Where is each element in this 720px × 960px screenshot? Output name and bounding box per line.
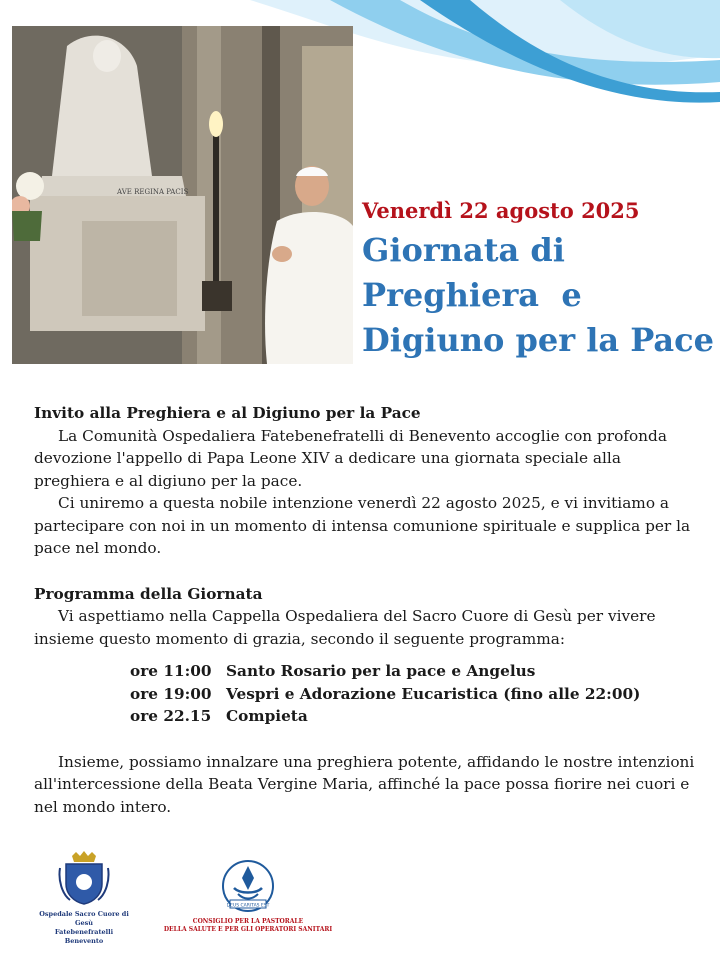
program-event: Compieta bbox=[226, 707, 308, 725]
council-name-line1: CONSIGLIO PER LA PASTORALE bbox=[192, 918, 304, 925]
program-time: ore 11:00 bbox=[130, 662, 212, 680]
title-line: Digiuno per la Pace bbox=[362, 321, 714, 359]
program-event: Santo Rosario per la pace e Angelus bbox=[226, 662, 536, 680]
event-date: Venerdì 22 agosto 2025 bbox=[362, 198, 640, 223]
title-line: Preghiera e bbox=[362, 276, 582, 314]
invito-paragraph: La Comunità Ospedaliera Fatebenefratelli di Benevento accoglie con profonda devozione l'appello di Papa Leone XIV a dedicare una giornata speciale alla preghiera e al digiuno per la pace. bbox=[34, 426, 667, 490]
page-title bbox=[362, 228, 712, 363]
program-time: ore 22.15 bbox=[130, 707, 212, 725]
title-line: Giornata di bbox=[362, 231, 565, 269]
council-emblem-icon bbox=[220, 858, 276, 914]
programma-heading: Programma della Giornata bbox=[34, 584, 263, 603]
council-logo bbox=[162, 858, 334, 934]
program-item bbox=[130, 705, 699, 728]
program-event: Vespri e Adorazione Eucaristica (fino alle 22:00) bbox=[226, 684, 641, 703]
hospital-logo bbox=[34, 850, 134, 946]
hospital-name: Ospedale Sacro Cuore di Gesù bbox=[39, 910, 129, 927]
program-item bbox=[130, 683, 699, 706]
invito-paragraph: Ci uniremo a questa nobile intenzione venerdì 22 agosto 2025, e vi invitiamo a partecipare con noi in un momento di intensa comunione spirituale e supplica per la pace nel mondo. bbox=[34, 494, 691, 557]
programma-intro: Vi aspettiamo nella Cappella Ospedaliera del Sacro Cuore di Gesù per vivere insieme questo momento di grazia, secondo il seguente programma: bbox=[34, 607, 656, 648]
program-time: ore 19:00 bbox=[130, 684, 212, 703]
program-list bbox=[130, 660, 699, 728]
hospital-crest-icon bbox=[56, 850, 112, 906]
hospital-order: Fatebenefratelli bbox=[54, 928, 114, 936]
invito-heading: Invito alla Preghiera e al Digiuno per la Pace bbox=[34, 404, 421, 422]
statue-inscription: AVE REGINA PACIS bbox=[117, 188, 189, 196]
closing-paragraph: Insieme, possiamo innalzare una preghiera potente, affidando le nostre intenzioni all'intercessione della Beata Vergine Maria, affinché la pace possa fiorire nei cuori e nel mondo intero. bbox=[34, 752, 695, 816]
council-name-line2: DELLA SALUTE E PER GLI OPERATORI SANITARI bbox=[163, 926, 333, 933]
body-text bbox=[34, 402, 699, 818]
hospital-city: Benevento bbox=[64, 937, 104, 945]
emblem-motto: DEUS CARITAS EST bbox=[226, 903, 270, 909]
pope-prayer-photo bbox=[12, 26, 353, 364]
program-item bbox=[130, 660, 699, 683]
